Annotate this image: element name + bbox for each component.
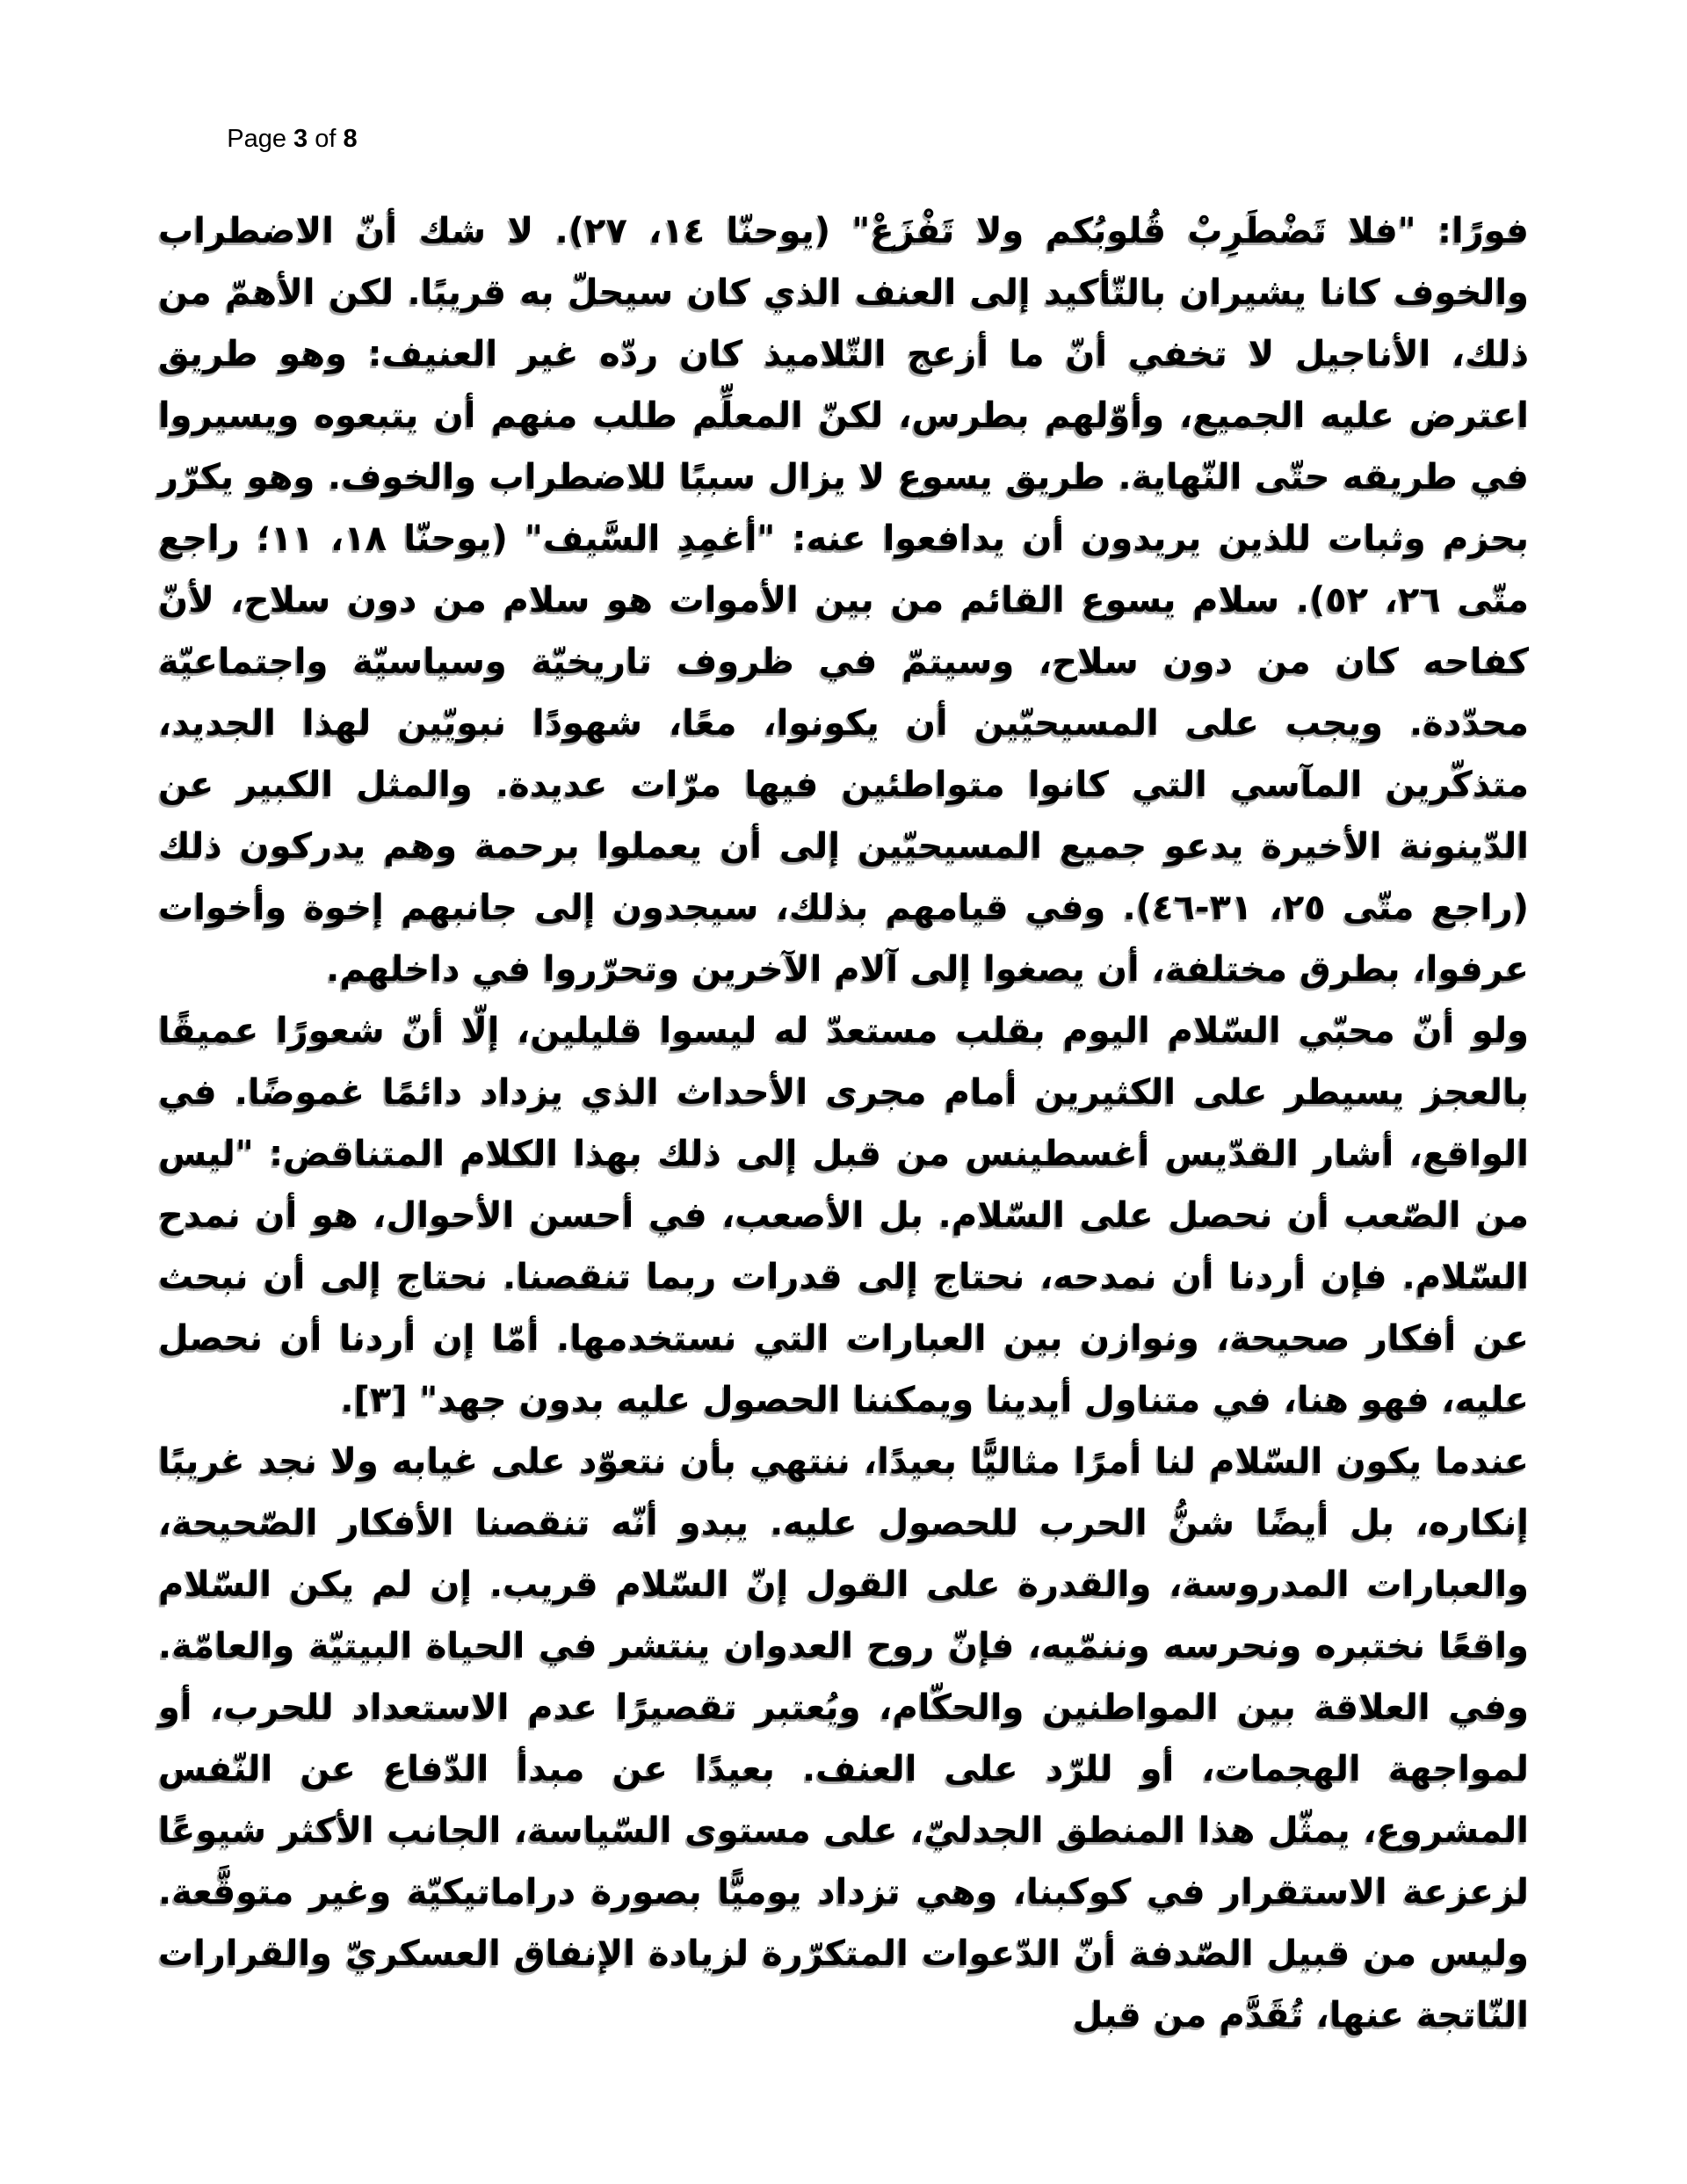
header-total-pages: 8: [343, 125, 358, 153]
paragraph-3: عندما يكون السّلام لنا أمرًا مثاليًّا بعيدًا، ننتهي بأن نتعوّد على غيابه ولا نجد غريبًا إنكاره، بل أيضًا شنُّ الحرب للحصول عليه. يبدو أنّه تنقصنا الأفكار الصّحيحة، والعبارات المدروسة، والقدرة على القول إنّ السّلام قريب. إن لم يكن السّلام واقعًا نختبره ونحرسه وننمّيه، فإنّ روح العدوان ينتشر في الحياة البيتيّة والعامّة. وفي العلاقة بين المواطنين والحكّام، ويُعتبر تقصيرًا عدم الاستعداد للحرب، أو لمواجهة الهجمات، أو للرّد على العنف. بعيدًا عن مبدأ الدّفاع عن النّفس المشروع، يمثّل هذا المنطق الجدليّ، على مستوى السّياسة، الجانب الأكثر شيوعًا لزعزعة الاستقرار في كوكبنا، وهي تزداد يوميًّا بصورة دراماتيكيّة وغير متوقَّعة. وليس من قبيل الصّدفة أنّ الدّعوات المتكرّرة لزيادة الإنفاق العسكريّ والقرارات النّاتجة عنها، تُقَدَّم من قبل: [158, 1441, 1529, 2035]
header-word-of: of: [308, 125, 344, 153]
header-word-page: Page: [227, 125, 294, 153]
document-body: [158, 200, 1529, 2046]
paragraph-2: ولو أنّ محبّي السّلام اليوم بقلب مستعدّ له ليسوا قليلين، إلّا أنّ شعورًا عميقًا بالعجز يسيطر على الكثيرين أمام مجرى الأحداث الذي يزداد دائمًا غموضًا. في الواقع، أشار القدّيس أغسطينس من قبل إلى ذلك بهذا الكلام المتناقض: "ليس من الصّعب أن نحصل على السّلام. بل الأصعب، في أحسن الأحوال، هو أن نمدح السّلام. فإن أردنا أن نمدحه، نحتاج إلى قدرات ربما تنقصنا. نحتاج إلى أن نبحث عن أفكار صحيحة، ونوازن بين العبارات التي نستخدمها. أمّا إن أردنا أن نحصل عليه، فهو هنا، في متناول أيدينا ويمكننا الحصول عليه بدون جهد" [٣].: [158, 1011, 1529, 1420]
paragraph-1: فورًا: "فلا تَضْطَرِبْ قُلوبُكم ولا تَفْزَعْ" (يوحنّا ١٤، ٢٧). لا شك أنّ الاضطراب والخوف كانا يشيران بالتّأكيد إلى العنف الذي كان سيحلّ به قريبًا. لكن الأهمّ من ذلك، الأناجيل لا تخفي أنّ ما أزعج التّلاميذ كان ردّه غير العنيف: وهو طريق اعترض عليه الجميع، وأوّلهم بطرس، لكنّ المعلِّم طلب منهم أن يتبعوه ويسيروا في طريقه حتّى النّهاية. طريق يسوع لا يزال سببًا للاضطراب والخوف. وهو يكرّر بحزم وثبات للذين يريدون أن يدافعوا عنه: "أغمِدِ السَّيف" (يوحنّا ١٨، ١١؛ راجع متّى ٢٦، ٥٢). سلام يسوع القائم من بين الأموات هو سلام من دون سلاح، لأنّ كفاحه كان من دون سلاح، وسيتمّ في ظروف تاريخيّة وسياسيّة واجتماعيّة محدّدة. ويجب على المسيحيّين أن يكونوا، معًا، شهودًا نبويّين لهذا الجديد، متذكّرين المآسي التي كانوا متواطئين فيها مرّات عديدة. والمثل الكبير عن الدّينونة الأخيرة يدعو جميع المسيحيّين إلى أن يعملوا برحمة وهم يدركون ذلك (راجع متّى ٢٥، ٣١-٤٦). وفي قيامهم بذلك، سيجدون إلى جانبهم إخوة وأخوات عرفوا، بطرق مختلفة، أن يصغوا إلى آلام الآخرين وتحرّروا في داخلهم.: [158, 211, 1530, 990]
page-header: [199, 91, 358, 186]
header-page-number: 3: [293, 125, 308, 153]
